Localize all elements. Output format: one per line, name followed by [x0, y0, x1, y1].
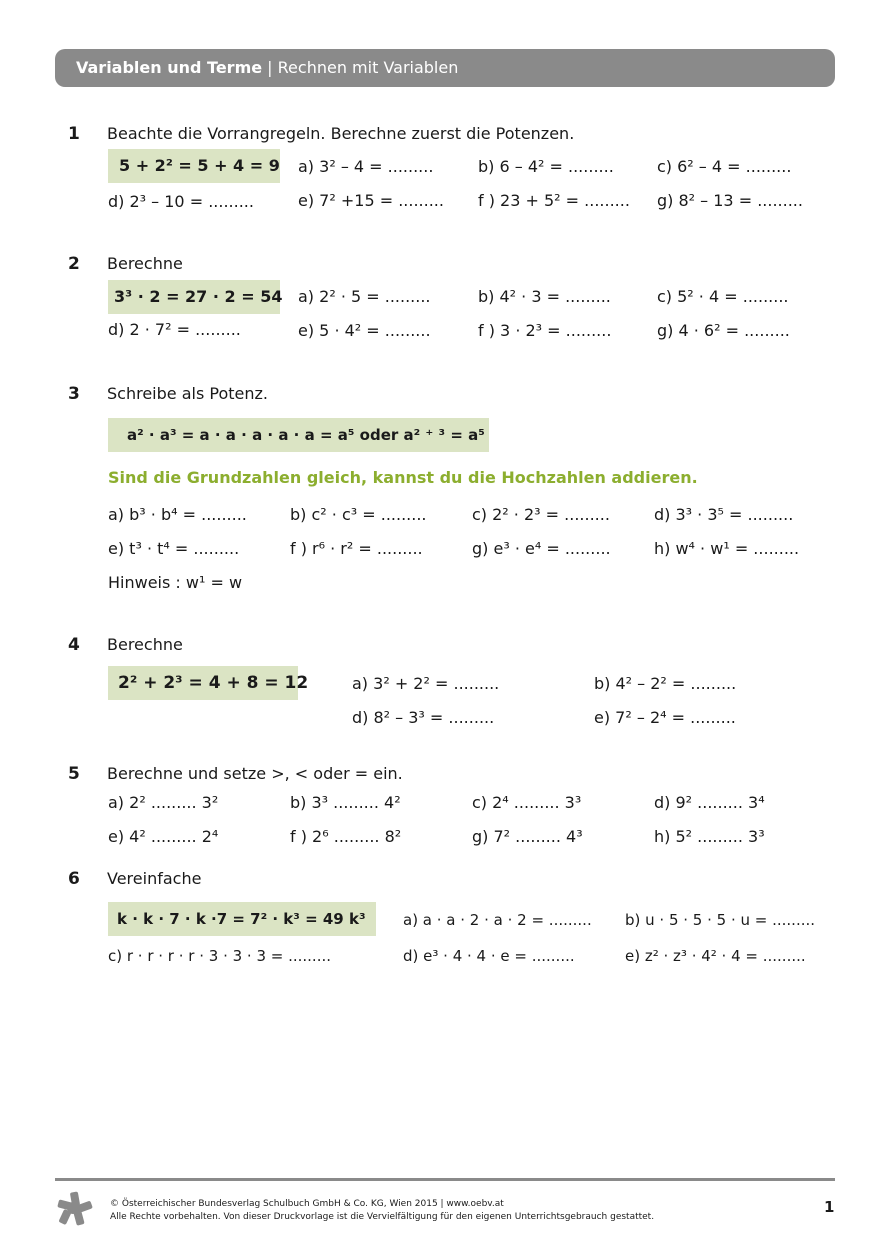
exercise-title: Beachte die Vorrangregeln. Berechne zuerst die Potenzen.: [107, 124, 575, 143]
task-item: a) 2² · 5 = .........: [298, 287, 431, 306]
page-number: 1: [824, 1198, 835, 1216]
publisher-logo-icon: [55, 1190, 95, 1226]
page-header: [55, 49, 835, 87]
note-text: Hinweis : w¹ = w: [108, 573, 243, 592]
task-item: f ) 3 · 2³ = .........: [478, 321, 612, 340]
footer-line-2: Alle Rechte vorbehalten. Von dieser Druckvorlage ist die Vervielfältigung für den eigenen Unterrichtsgebrauch gestattet.: [110, 1212, 655, 1222]
task-item: c) 2² · 2³ = .........: [472, 505, 610, 524]
example-box: k · k · 7 · k ·7 = 7² · k³ = 49 k³: [108, 902, 376, 936]
header-subtopic: Rechnen mit Variablen: [277, 58, 459, 77]
example-box: a² · a³ = a · a · a · a · a = a⁵ oder a² ⁺ ³ = a⁵: [108, 418, 489, 452]
task-item: a) b³ · b⁴ = .........: [108, 505, 247, 524]
task-item: g) 7² ......... 4³: [472, 827, 583, 846]
task-item: a) 2² ......... 3²: [108, 793, 219, 812]
task-item: c) 2⁴ ......... 3³: [472, 793, 582, 812]
task-item: g) 4 · 6² = .........: [657, 321, 790, 340]
task-item: g) 8² – 13 = .........: [657, 191, 803, 210]
example-box: 2² + 2³ = 4 + 8 = 12: [108, 666, 298, 700]
exercise-number: 2: [68, 254, 80, 274]
task-item: a) 3² + 2² = .........: [352, 674, 500, 693]
task-item: c) 6² – 4 = .........: [657, 157, 792, 176]
header-topic: Variablen und Terme: [76, 58, 263, 77]
footer-divider: [55, 1178, 835, 1181]
exercise-number: 6: [68, 869, 80, 889]
task-item: c) 5² · 4 = .........: [657, 287, 789, 306]
footer-copyright: [110, 1198, 654, 1224]
task-item: e) 5 · 4² = .........: [298, 321, 431, 340]
exercise-title: Berechne und setze >, < oder = ein.: [107, 764, 403, 783]
task-item: d) 2³ – 10 = .........: [108, 192, 254, 211]
task-item: b) c² · c³ = .........: [290, 505, 427, 524]
task-item: e) t³ · t⁴ = .........: [108, 539, 240, 558]
example-box: 3³ · 2 = 27 · 2 = 54: [108, 280, 280, 314]
task-item: f ) 2⁶ ......... 8²: [290, 827, 402, 846]
task-item: a) a · a · 2 · a · 2 = .........: [403, 911, 592, 929]
task-item: e) 4² ......... 2⁴: [108, 827, 219, 846]
task-item: e) 7² – 2⁴ = .........: [594, 708, 736, 727]
task-item: a) 3² – 4 = .........: [298, 157, 434, 176]
task-item: b) 3³ ......... 4²: [290, 793, 401, 812]
task-item: g) e³ · e⁴ = .........: [472, 539, 611, 558]
task-item: b) u · 5 · 5 · 5 · u = .........: [625, 911, 816, 929]
task-item: f ) r⁶ · r² = .........: [290, 539, 423, 558]
task-item: f ) 23 + 5² = .........: [478, 191, 630, 210]
exercise-title: Berechne: [107, 254, 183, 273]
rule-hint: Sind die Grundzahlen gleich, kannst du die Hochzahlen addieren.: [108, 468, 698, 487]
task-item: h) w⁴ · w¹ = .........: [654, 539, 800, 558]
exercise-number: 4: [68, 635, 80, 655]
exercise-title: Vereinfache: [107, 869, 202, 888]
task-item: h) 5² ......... 3³: [654, 827, 765, 846]
header-separator: |: [262, 58, 278, 77]
task-item: b) 6 – 4² = .........: [478, 157, 614, 176]
task-item: d) 2 · 7² = .........: [108, 320, 241, 339]
task-item: e) z² · z³ · 4² · 4 = .........: [625, 947, 806, 965]
example-box: 5 + 2² = 5 + 4 = 9: [108, 149, 280, 183]
task-item: d) 8² – 3³ = .........: [352, 708, 495, 727]
task-item: b) 4² · 3 = .........: [478, 287, 611, 306]
task-item: d) e³ · 4 · 4 · e = .........: [403, 947, 575, 965]
exercise-number: 3: [68, 384, 80, 404]
task-item: b) 4² – 2² = .........: [594, 674, 737, 693]
task-item: c) r · r · r · r · 3 · 3 · 3 = .........: [108, 947, 332, 965]
exercise-title: Berechne: [107, 635, 183, 654]
task-item: d) 9² ......... 3⁴: [654, 793, 765, 812]
task-item: e) 7² +15 = .........: [298, 191, 444, 210]
exercise-title: Schreibe als Potenz.: [107, 384, 268, 403]
footer-line-1: © Österreichischer Bundesverlag Schulbuch GmbH & Co. KG, Wien 2015 | www.oebv.at: [110, 1199, 504, 1209]
task-item: d) 3³ · 3⁵ = .........: [654, 505, 794, 524]
exercise-number: 1: [68, 124, 80, 144]
exercise-number: 5: [68, 764, 80, 784]
